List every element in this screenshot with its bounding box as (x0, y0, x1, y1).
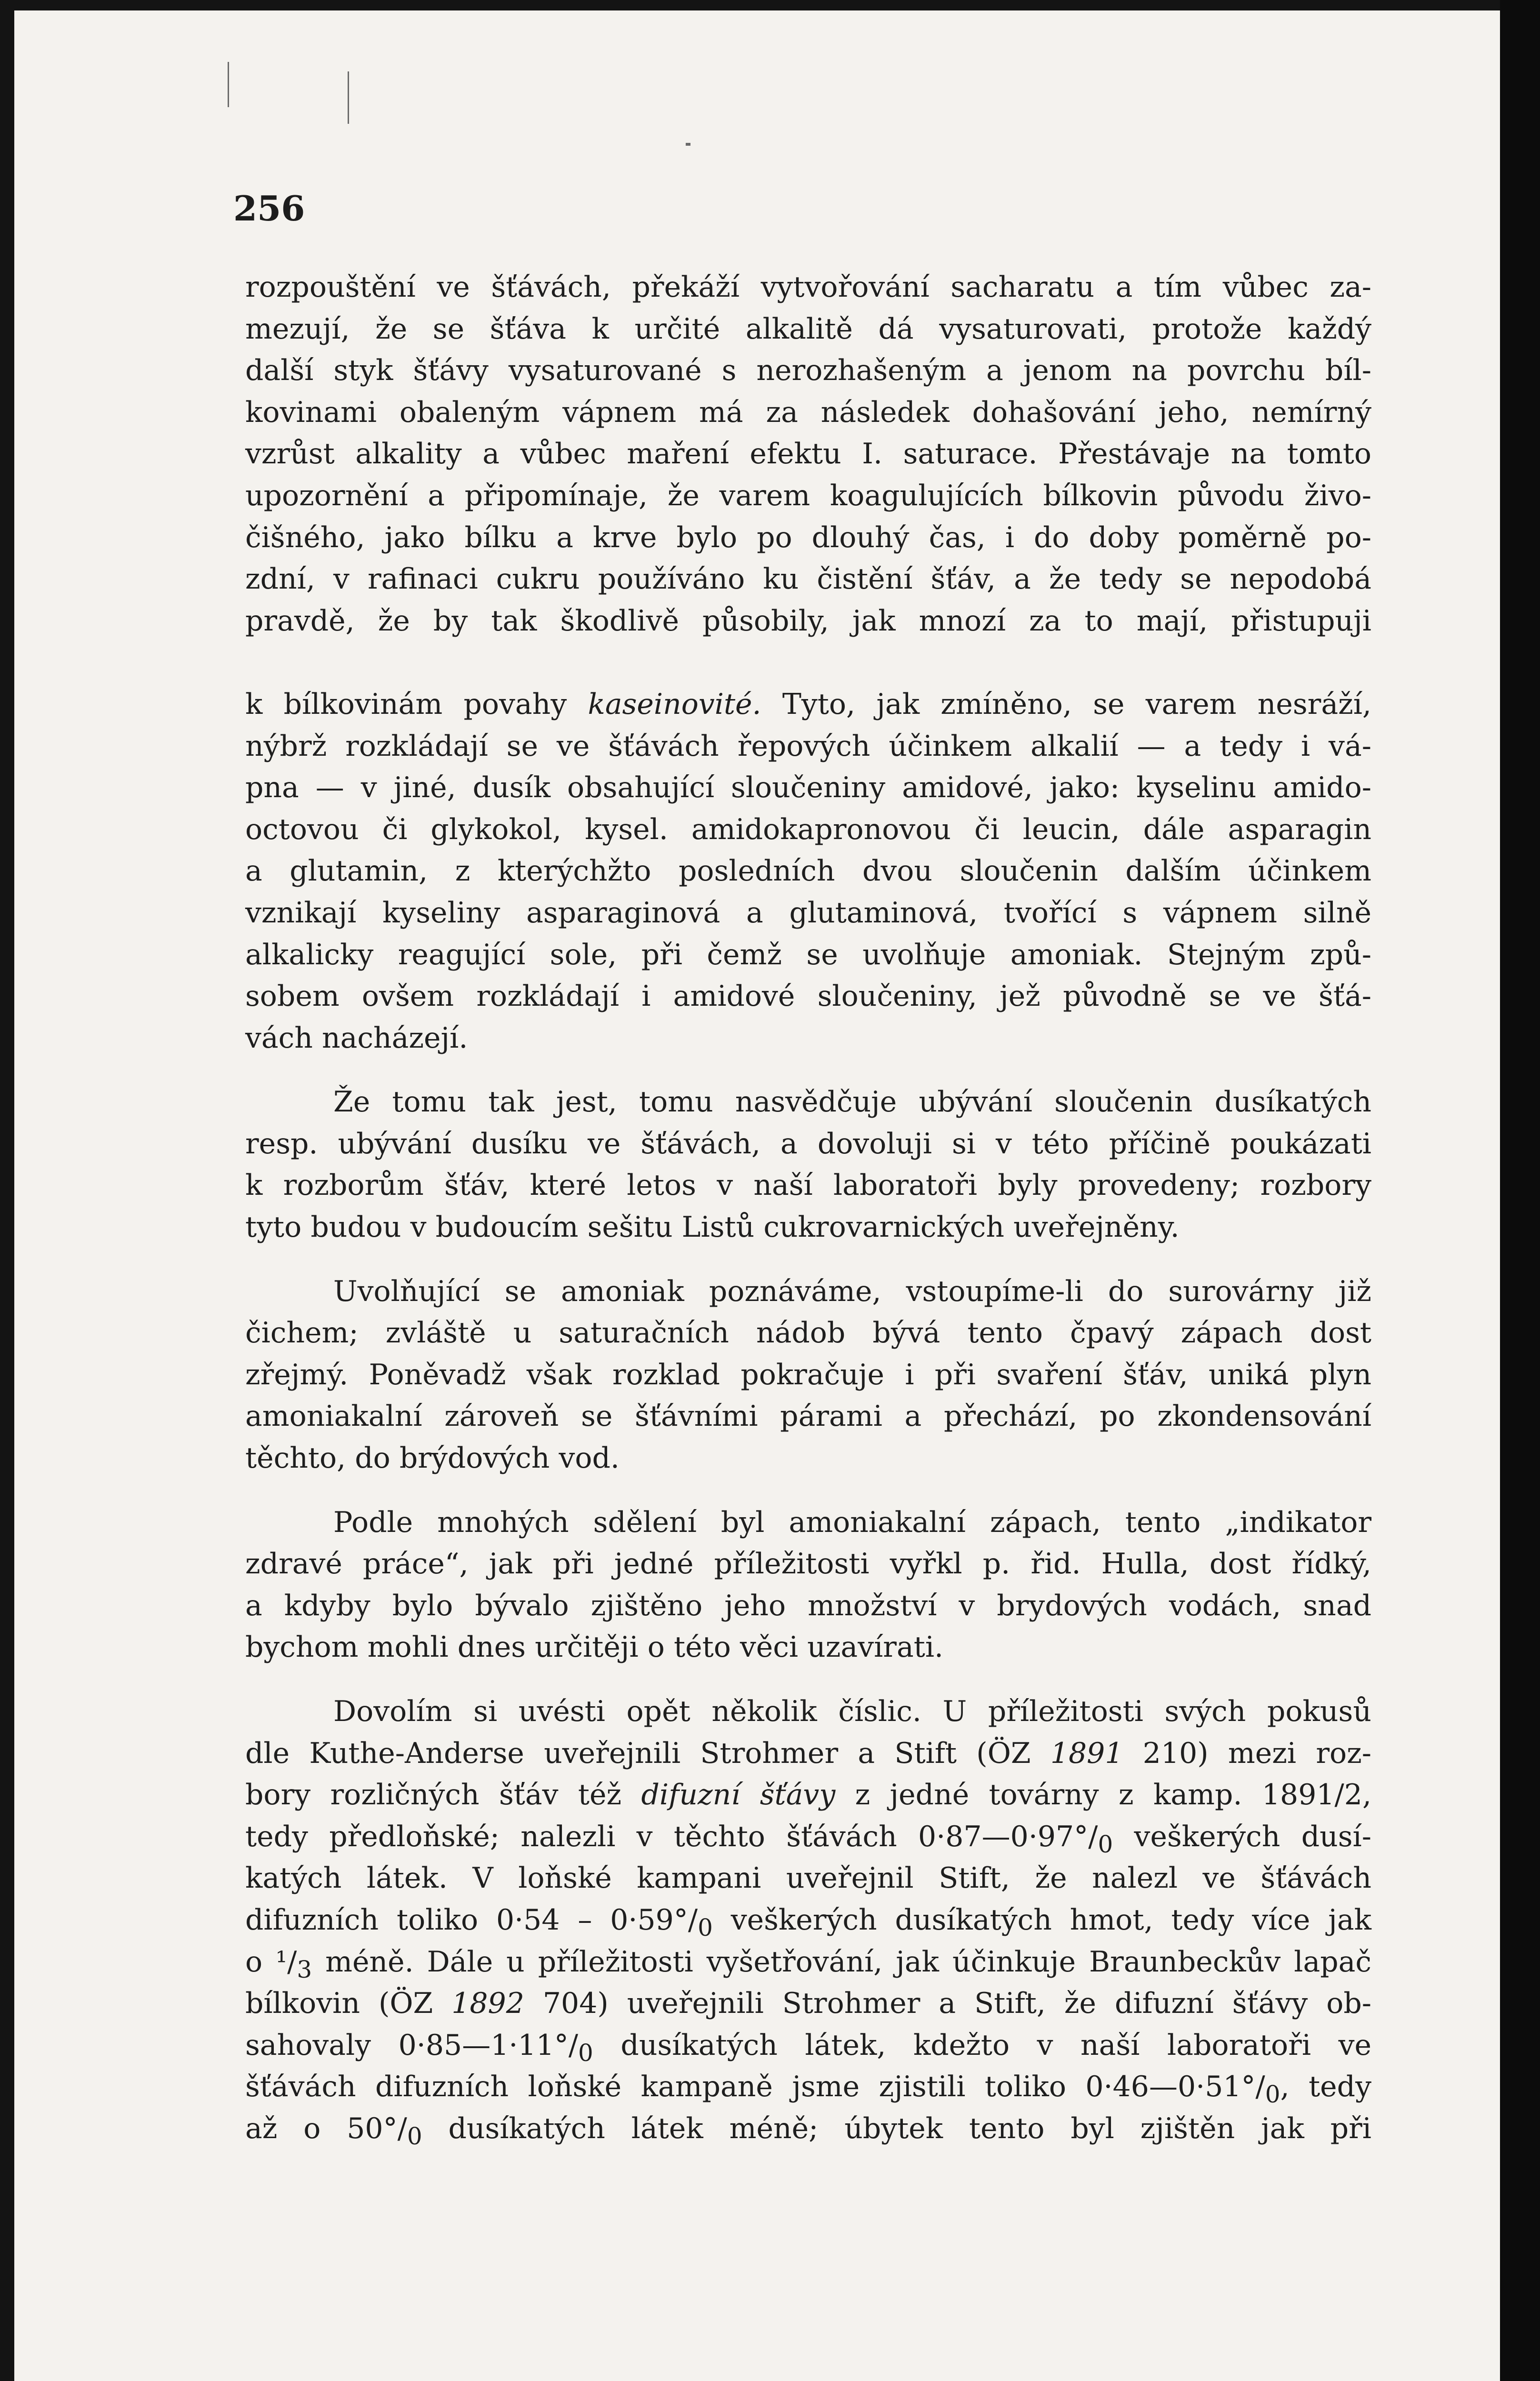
text-line: další styk šťávy vysaturované s nerozhašeným a jenom na povrchu bíl- (245, 354, 1371, 388)
text-line: čišného, jako bílku a krve bylo po dlouhý čas, i do doby poměrně po- (245, 520, 1371, 554)
paragraph-4 (245, 1502, 1371, 1669)
text-segment: dusíkatých látek méně; úbytek tento byl zjištěn jak při (448, 2111, 1371, 2145)
text-segment: sahovaly 0·85—1·11°/ (245, 2028, 579, 2062)
text-line: a glutamin, z kterýchžto posledních dvou sloučenin dalším účinkem (245, 854, 1371, 888)
text-line: vách nacházejí. (245, 1021, 468, 1055)
text-line: těchto, do brýdových vod. (245, 1441, 620, 1475)
text-line: sobem ovšem rozkládají i amidové sloučeniny, jež původně se ve šťá- (245, 980, 1371, 1013)
italic-term: difuzní šťávy (641, 1778, 836, 1812)
text-line: tyto budou v budoucím sešitu Listů cukrovarnických uveřejněny. (245, 1211, 1180, 1244)
text-segment: až o 50°/ (245, 2111, 407, 2145)
text-line: Podle mnohých sdělení byl amoniakalní zápach, tento „indikator (333, 1505, 1371, 1539)
text-segment: , tedy (1280, 2070, 1371, 2104)
text-line (245, 684, 1371, 726)
text-line (245, 1774, 1371, 1816)
text-line: mezují, že se šťáva k určité alkalitě dá vysaturovati, protože každý (245, 312, 1371, 346)
italic-year: 1892 (451, 1987, 524, 2021)
italic-term: kaseinovité. (588, 687, 761, 721)
text-line (245, 1983, 1371, 2025)
text-line: a kdyby bylo bývalo zjištěno jeho množství v brydových vodách, snad (245, 1589, 1371, 1622)
text-line: pravdě, že by tak škodlivě působily, jak mnozí za to mají, přistupuji (245, 604, 1371, 638)
text-body (245, 267, 1371, 2150)
text-segment: k bílkovinám povahy (245, 687, 567, 721)
text-segment: o ¹/ (245, 1945, 297, 1979)
scan-mark-top (686, 143, 690, 146)
text-line: katých látek. V loňské kampani uveřejnil Stift, že nalezl ve šťávách (245, 1861, 1371, 1895)
text-line: amoniakalní zároveň se šťávními párami a přechází, po zkondensování (245, 1400, 1371, 1433)
text-line: Uvolňující se amoniak poznáváme, vstoupíme-li do surovárny již (333, 1274, 1371, 1308)
text-line: tedy předloňské; nalezli v těchto šťávách $0\cdot 87—0\cdot 97^\circ/_0$ veškerých dusí- (245, 1820, 1372, 1858)
scan-edge-shadow (1500, 0, 1540, 2381)
scan-mark-left (228, 62, 229, 107)
scan-mark-right (348, 71, 349, 124)
text-line: šťávách difuzních loňské kampaně jsme zjistili toliko $0\cdot 46—0\cdot 51^\circ/_0$, tedy (245, 2070, 1371, 2109)
text-line: bychom mohli dnes určitěji o této věci uzavírati. (245, 1631, 944, 1664)
text-segment: Tyto, jak zmíněno, se varem nesráží, (782, 687, 1371, 721)
text-line: sahovaly $0\cdot 85—1\cdot 11^\circ/_0$ dusíkatých látek, kdežto v naší laboratoři ve (245, 2028, 1372, 2067)
text-segment: veškerých dusíkatých hmot, tedy více jak (730, 1903, 1372, 1937)
italic-year: 1891 (1050, 1736, 1123, 1770)
text-line: k rozborům šťáv, které letos v naší laboratoři byly provedeny; rozbory (245, 1169, 1371, 1202)
text-segment: difuzních toliko 0·54 – 0·59°/ (245, 1903, 698, 1937)
text-segment: bory rozličných šťáv též (245, 1778, 622, 1812)
text-line: vznikají kyseliny asparaginová a glutaminová, tvořící s vápnem silně (245, 896, 1371, 930)
paragraph-1 (245, 267, 1371, 1059)
text-line (245, 1733, 1371, 1775)
text-line: kovinami obaleným vápnem má za následek dohašování jeho, nemírný (245, 395, 1371, 429)
text-line: zřejmý. Poněvadž však rozklad pokračuje i při svaření šťáv, uniká plyn (245, 1358, 1371, 1391)
text-segment: šťávách difuzních loňské kampaně jsme zjistili toliko 0·46—0·51°/ (245, 2070, 1265, 2104)
text-line: pna — v jiné, dusík obsahující sloučeniny amidové, jako: kyselinu amido- (245, 771, 1371, 805)
text-line: resp. ubývání dusíku ve šťávách, a dovoluji si v této příčině poukázati (245, 1127, 1371, 1160)
text-line: až o $50^\circ/_0$ dusíkatých látek méně; úbytek tento byl zjištěn jak při (245, 2111, 1371, 2150)
text-segment: dle Kuthe-Anderse uveřejnili Strohmer a Stift (ÖZ (245, 1736, 1031, 1770)
text-line: čichem; zvláště u saturačních nádob bývá tento čpavý zápach dost (245, 1316, 1371, 1350)
text-line (245, 642, 1371, 684)
paragraph-3 (245, 1271, 1371, 1480)
text-line: nýbrž rozkládají se ve šťávách řepových účinkem alkalií — a tedy i vá- (245, 729, 1371, 763)
text-segment: bílkovin (ÖZ (245, 1987, 433, 2021)
text-line: o $^1/_3$ méně. Dále u příležitosti vyšetřování, jak účinkuje Braunbeckův lapač (245, 1945, 1371, 1983)
text-line: upozornění a připomínaje, že varem koagulujících bílkovin původu živo- (245, 479, 1371, 512)
text-line: zdní, v rafinaci cukru používáno ku čistění šťáv, a že tedy se nepodobá (245, 562, 1371, 596)
page-number: 256 (233, 188, 305, 229)
text-segment: 704) uveřejnili Strohmer a Stift, že difuzní šťávy ob- (542, 1987, 1371, 2021)
text-line: octovou či glykokol, kysel. amidokapronovou či leucin, dále asparagin (245, 812, 1371, 846)
text-segment: dusíkatých látek, kdežto v naší laboratoři ve (620, 2028, 1372, 2062)
text-line: difuzních toliko $0\cdot 54 - 0\cdot 59^\circ/_0$ veškerých dusíkatých hmot, tedy více jak (245, 1903, 1372, 1941)
text-segment: 210) mezi roz- (1142, 1736, 1372, 1770)
paragraph-5 (245, 1691, 1371, 2150)
paragraph-2 (245, 1081, 1371, 1248)
text-segment: méně. Dále u příležitosti vyšetřování, jak účinkuje Braunbeckův lapač (325, 1945, 1371, 1979)
text-line: Dovolím si uvésti opět několik číslic. U příležitosti svých pokusů (333, 1695, 1371, 1728)
text-line: zdravé práce“, jak při jedné příležitosti vyřkl p. řid. Hulla, dost řídký, (245, 1547, 1371, 1581)
text-line: rozpouštění ve šťávách, překáží vytvořování sacharatu a tím vůbec za- (245, 270, 1371, 304)
text-line: Že tomu tak jest, tomu nasvědčuje ubývání sloučenin dusíkatých (333, 1085, 1371, 1119)
text-segment: veškerých dusí- (1134, 1820, 1372, 1853)
text-segment: tedy předloňské; nalezli v těchto šťávách 0·87—0·97°/ (245, 1820, 1098, 1853)
text-segment: z jedné továrny z kamp. 1891/2, (855, 1778, 1372, 1812)
text-line: alkalicky reagující sole, při čemž se uvolňuje amoniak. Stejným způ- (245, 938, 1371, 971)
text-line: vzrůst alkality a vůbec maření efektu I. saturace. Přestávaje na tomto (245, 437, 1371, 471)
